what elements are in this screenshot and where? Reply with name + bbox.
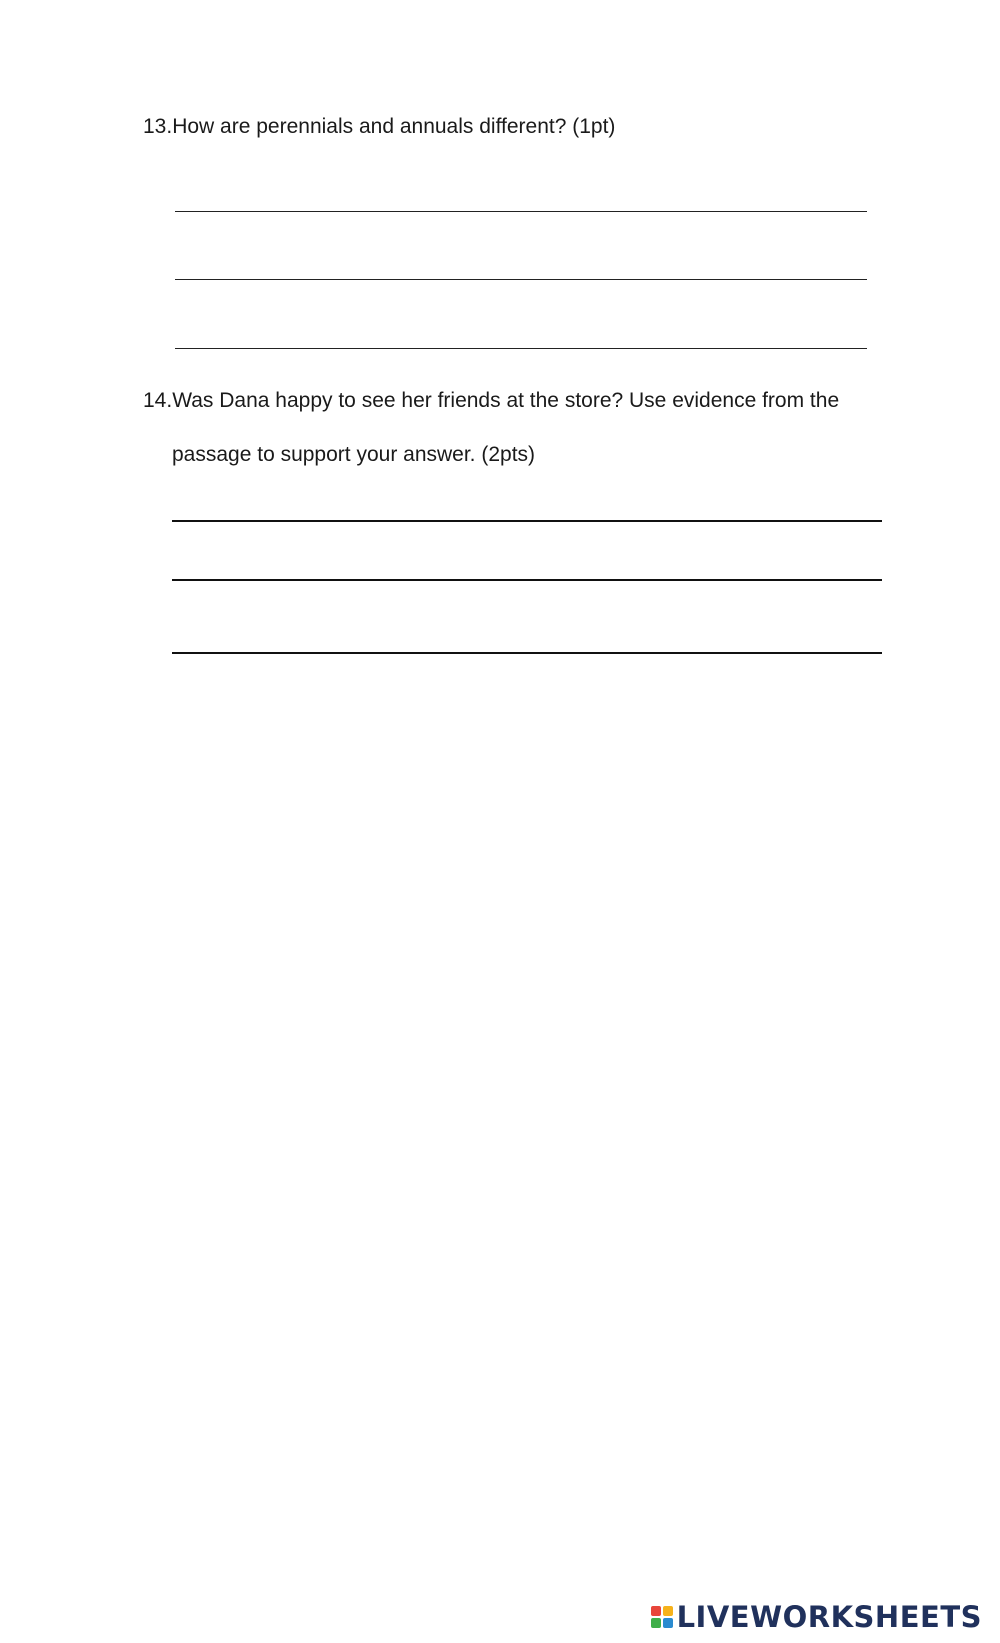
question-13 bbox=[143, 113, 615, 141]
question-14-text-line-1: Was Dana happy to see her friends at the store? Use evidence from the bbox=[172, 389, 840, 412]
question-13-number: 13. bbox=[143, 115, 173, 138]
question-14-answer-line-2[interactable] bbox=[172, 547, 882, 581]
liveworksheets-logo-icon bbox=[651, 1606, 673, 1628]
liveworksheets-logo bbox=[651, 1597, 982, 1637]
question-13-answer-line-2[interactable] bbox=[175, 246, 867, 280]
liveworksheets-logo-text: LIVEWORKSHEETS bbox=[676, 1600, 982, 1634]
question-14-continued bbox=[172, 441, 535, 469]
question-13-answer-line-3[interactable] bbox=[175, 315, 867, 349]
question-14-answer-line-3[interactable] bbox=[172, 620, 882, 654]
question-13-text: How are perennials and annuals different? (1pt) bbox=[172, 115, 616, 138]
question-14 bbox=[143, 387, 839, 415]
question-13-answer-line-1[interactable] bbox=[175, 178, 867, 212]
question-14-answer-line-1[interactable] bbox=[172, 488, 882, 522]
question-14-text-line-2: passage to support your answer. (2pts) bbox=[172, 443, 536, 466]
question-14-number: 14. bbox=[143, 389, 173, 412]
